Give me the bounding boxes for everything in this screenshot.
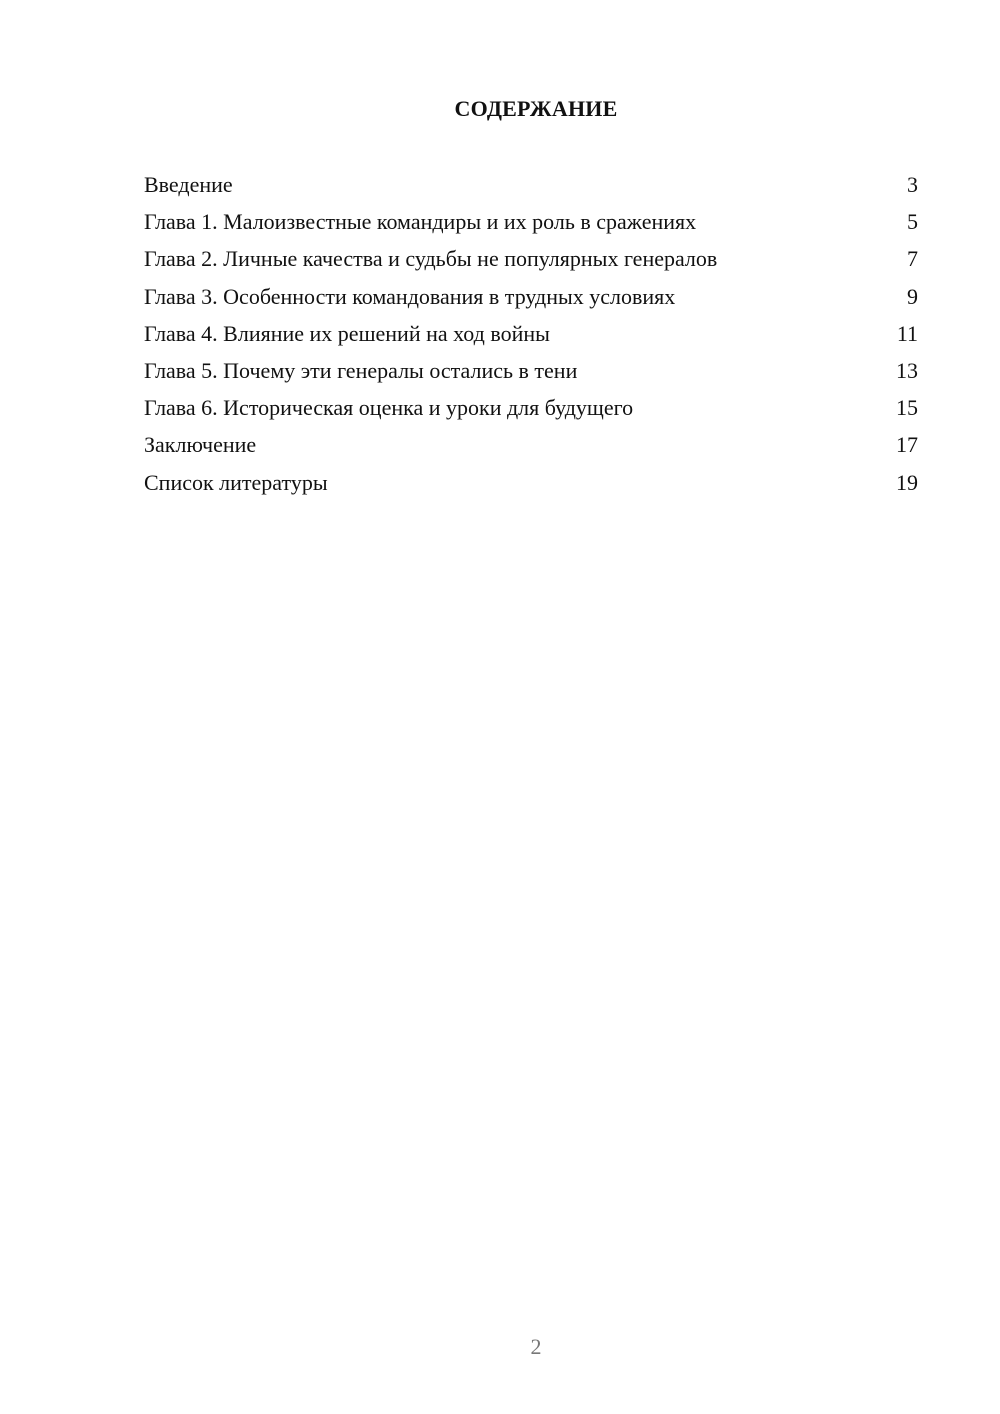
toc-entry-label: Глава 5. Почему эти генералы остались в тени <box>144 357 578 383</box>
toc-entry-chapter-6 <box>144 392 918 429</box>
toc-entry-bibliography <box>144 467 918 504</box>
page-title: СОДЕРЖАНИЕ <box>454 96 618 121</box>
toc-entry-page-number: 7 <box>907 246 918 272</box>
page-number: 2 <box>530 1334 542 1359</box>
toc-entry-chapter-4 <box>144 318 918 355</box>
toc-entry-label: Заключение <box>144 432 257 458</box>
toc-entry-label: Введение <box>144 172 233 197</box>
toc-entry-page-number: 11 <box>896 320 918 346</box>
toc-entry-conclusion <box>144 429 918 466</box>
toc-entry-introduction <box>144 169 918 206</box>
toc-entry-page-number: 5 <box>907 209 918 235</box>
toc-entry-label: Глава 6. Историческая оценка и уроки для будущего <box>144 395 634 421</box>
table-of-contents <box>144 169 918 504</box>
toc-entry-page-number: 13 <box>896 357 918 383</box>
toc-entry-page-number: 19 <box>896 469 918 495</box>
toc-entry-label: Список литературы <box>144 469 328 495</box>
toc-entry-page-number: 17 <box>896 432 918 458</box>
toc-entry-label: Глава 4. Влияние их решений на ход войны <box>144 320 550 346</box>
toc-entry-label: Глава 3. Особенности командования в трудных условиях <box>144 283 676 309</box>
toc-entry-page-number: 3 <box>907 172 918 197</box>
toc-entry-label: Глава 1. Малоизвестные командиры и их роль в сражениях <box>144 209 697 235</box>
toc-entry-chapter-5 <box>144 355 918 392</box>
toc-entry-chapter-2 <box>144 243 918 280</box>
toc-entry-chapter-1 <box>144 206 918 243</box>
toc-entry-label: Глава 2. Личные качества и судьбы не популярных генералов <box>144 246 718 272</box>
toc-entry-page-number: 15 <box>896 395 918 421</box>
toc-entry-page-number: 9 <box>907 283 918 309</box>
toc-entry-chapter-3 <box>144 281 918 318</box>
